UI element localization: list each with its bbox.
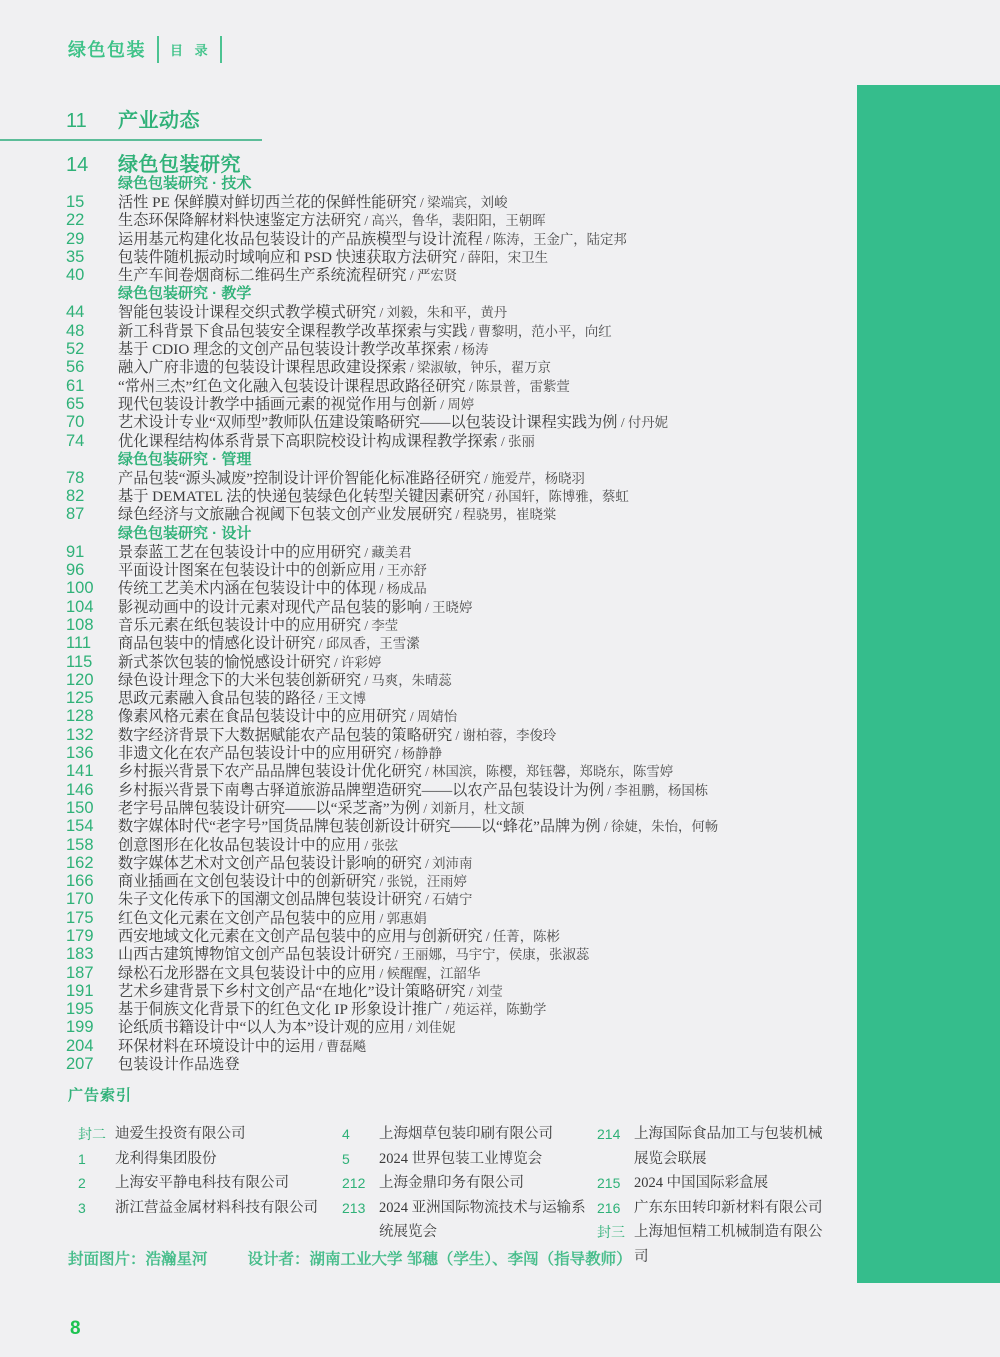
toc-entry-title: 智能包装设计课程交织式教学模式研究 / 刘毅，朱和平，黄丹 <box>118 304 508 322</box>
toc-entry-row <box>66 301 850 322</box>
toc-entry-row <box>66 797 850 815</box>
toc-entry-authors: 陈涛，王金广，陆定邦 <box>492 231 627 247</box>
toc-entry-row <box>66 503 850 524</box>
toc-entry-row <box>66 430 850 448</box>
toc-entry-row <box>66 632 850 653</box>
toc-entry-separator: / <box>465 983 477 999</box>
toc-page-number: 48 <box>66 321 85 340</box>
toc-page-number: 158 <box>66 835 94 854</box>
toc-entry-title: 产品包装“源头减废”控制设计评价智能化标准路径研究 / 施爱芹，杨晓羽 <box>118 469 585 487</box>
toc-entry-title: 现代包装设计教学中插画元素的视觉作用与创新 / 周婷 <box>118 395 475 413</box>
toc-entry-title: 音乐元素在纸包装设计中的应用研究 / 李莹 <box>118 616 399 634</box>
toc-entry-row <box>66 1035 850 1053</box>
toc-page-number: 204 <box>66 1036 94 1055</box>
ad-page-label: 213 <box>342 1199 366 1216</box>
toc-entry-row <box>66 705 850 726</box>
toc-page-number: 35 <box>66 247 85 266</box>
toc-entry-authors: 刘毅，朱和平，黄丹 <box>386 305 508 321</box>
toc-subsection-title: 绿色包装研究 · 技术 <box>118 175 252 192</box>
toc-entry-title: 活性 PE 保鲜膜对鲜切西兰花的保鲜性能研究 / 梁端宾，刘峻 <box>118 194 508 211</box>
toc-entry-authors: 高兴，鲁华，裴阳阳，王朝晖 <box>371 213 546 229</box>
ad-index-item <box>78 1171 330 1196</box>
toc-entry-row <box>66 998 850 1019</box>
toc-entry-authors: 李祖鹏，杨国栋 <box>614 782 709 798</box>
toc-entry-authors: 苑运祥，陈勤学 <box>452 1002 547 1018</box>
toc-entry-authors: 石婧宁 <box>432 892 473 908</box>
toc-entry-row <box>66 888 850 909</box>
toc-page-number: 154 <box>66 817 94 836</box>
ad-company-name: 上海国际食品加工与包装机械展览会联展 <box>634 1126 823 1167</box>
toc-subsection-row <box>66 448 850 467</box>
ad-page-label: 封二 <box>78 1126 106 1142</box>
toc-list <box>66 104 850 1074</box>
toc-entry-authors: 陈景普，雷紫萱 <box>476 378 570 394</box>
ad-index-column <box>78 1122 330 1220</box>
toc-page-number: 150 <box>66 798 94 817</box>
toc-entry-title: 山西古建筑博物馆文创产品包装设计研究 / 王丽娜，马宇宁，侯康，张淑蕊 <box>118 946 590 964</box>
toc-entry-separator: / <box>406 360 417 376</box>
ad-page-label: 214 <box>597 1126 621 1142</box>
toc-entry-row <box>66 980 850 998</box>
toc-entry-row <box>66 907 850 925</box>
toc-entry-separator: / <box>600 819 612 835</box>
toc-entry-authors: 薛阳，宋卫生 <box>467 249 548 265</box>
toc-entry-separator: / <box>442 1002 453 1018</box>
ad-index-column <box>597 1122 837 1269</box>
toc-entry-title: 论纸质书籍设计中“以人为本”设计观的应用 / 刘佳妮 <box>118 1019 456 1037</box>
toc-entry-separator: / <box>465 378 477 394</box>
toc-entry-title: 数字媒体时代“老字号”国货品牌包装创新设计研究——以“蜂花”品牌为例 / 徐婕，朱怡，何畅 <box>118 818 719 836</box>
toc-entry-title: 商品包装中的情感化设计研究 / 邱凤香，王雪瀠 <box>118 635 420 653</box>
toc-entry-separator: / <box>420 800 431 816</box>
toc-entry-separator: / <box>457 249 468 265</box>
toc-entry-row <box>66 815 850 836</box>
toc-entry-title: 基于 CDIO 理念的文创产品包装设计教学改革探索 / 杨涛 <box>118 341 489 359</box>
toc-entry-authors: 付丹妮 <box>627 415 669 431</box>
toc-entry-authors: 许彩婷 <box>341 654 382 670</box>
toc-entry-title: 生产车间卷烟商标二维码生产系统流程研究 / 严宏贤 <box>118 267 458 285</box>
toc-entry-row <box>66 669 850 687</box>
ad-company-name: 2024 中国国际彩盒展 <box>634 1175 769 1191</box>
ad-company-name: 2024 世界包装工业博览会 <box>379 1150 543 1167</box>
toc-page-number: 15 <box>66 193 85 211</box>
toc-entry-title: 非遗文化在农产品包装设计中的应用研究 / 杨静静 <box>118 745 442 763</box>
toc-entry-authors: 候醒醒，江韶华 <box>386 965 481 981</box>
toc-entry-row <box>66 724 850 742</box>
toc-entry-title: 新式茶饮包装的愉悦感设计研究 / 许彩婷 <box>118 653 382 671</box>
toc-entry-title: 包装件随机振动时域响应和 PSD 快速获取方法研究 / 薛阳，宋卫生 <box>118 248 548 266</box>
toc-entry-separator: / <box>421 599 433 615</box>
toc-entry-row <box>66 209 850 230</box>
page-footer <box>68 1247 632 1269</box>
ad-company-name: 迪爱生投资有限公司 <box>115 1126 246 1142</box>
toc-page-number: 128 <box>66 707 94 726</box>
ad-page-label: 5 <box>342 1150 350 1167</box>
toc-entry-authors: 刘沛南 <box>432 855 473 871</box>
toc-entry-authors: 曹磊飚 <box>325 1038 367 1054</box>
toc-subsection-title: 绿色包装研究 · 管理 <box>118 450 252 468</box>
toc-entry-row <box>66 651 850 669</box>
toc-entry-authors: 李莹 <box>371 617 399 633</box>
ad-index-item <box>78 1196 330 1221</box>
toc-entry-authors: 程骁男，崔晓棠 <box>462 507 557 523</box>
toc-page-number: 115 <box>66 652 93 671</box>
toc-entry-title: 数字媒体艺术对文创产品包装设计影响的研究 / 刘沛南 <box>118 854 473 872</box>
toc-page-number: 29 <box>66 229 85 248</box>
toc-entry-authors: 张丽 <box>508 433 535 449</box>
toc-entry-title: 景泰蓝工艺在包装设计中的应用研究 / 藏美君 <box>118 543 412 561</box>
toc-entry-row <box>66 246 850 264</box>
ad-index-item <box>342 1171 587 1196</box>
toc-entry-title: 基于侗族文化背景下的红色文化 IP 形象设计推广 / 苑运祥，陈勤学 <box>118 1001 547 1019</box>
toc-entry-separator: / <box>330 654 342 670</box>
toc-chapter-row <box>66 104 850 131</box>
toc-entry-separator: / <box>452 727 463 743</box>
toc-entry-separator: / <box>391 746 402 762</box>
page-number: 8 <box>70 1318 81 1339</box>
toc-entry-authors: 任菁，陈彬 <box>492 928 560 944</box>
toc-entry-row <box>66 925 850 943</box>
toc-entry-separator: / <box>497 433 509 449</box>
toc-entry-authors: 周婷 <box>447 396 475 412</box>
toc-entry-separator: / <box>361 617 372 633</box>
toc-entry-title: 新工科背景下食品包装安全课程教学改革探索与实践 / 曹黎明，范小平，向红 <box>118 322 612 340</box>
toc-chapter-row <box>66 148 850 176</box>
toc-page-number: 132 <box>66 725 94 744</box>
toc-entry-separator: / <box>376 965 387 981</box>
toc-entry-authors: 刘莹 <box>476 983 503 999</box>
toc-page-number: 175 <box>66 908 94 927</box>
toc-entry-title: 优化课程结构体系背景下高职院校设计构成课程教学探索 / 张丽 <box>118 432 535 450</box>
toc-page-number: 74 <box>66 431 85 450</box>
toc-page-number: 111 <box>66 634 92 653</box>
toc-entry-row <box>66 338 850 359</box>
toc-entry-title: 生态环保降解材料快速鉴定方法研究 / 高兴，鲁华，裴阳阳，王朝晖 <box>118 212 546 230</box>
ad-page-label: 212 <box>342 1175 366 1191</box>
toc-entry-separator: / <box>404 1020 416 1036</box>
toc-entry-authors: 严宏贤 <box>416 268 458 284</box>
toc-entry-separator: / <box>376 910 387 926</box>
toc-page-number: 104 <box>66 597 94 616</box>
toc-entry-separator: / <box>376 563 387 579</box>
toc-page-number: 146 <box>66 780 94 799</box>
toc-entry-row <box>66 375 850 393</box>
toc-page-number: 162 <box>66 853 94 872</box>
toc-entry-row <box>66 411 850 432</box>
toc-entry-separator: / <box>421 892 433 908</box>
toc-page-number: 207 <box>66 1055 94 1074</box>
toc-entry-separator: / <box>406 268 417 284</box>
toc-entry-row <box>66 760 850 781</box>
toc-entry-title: 像素风格元素在食品包装设计中的应用研究 / 周婧怡 <box>118 708 458 726</box>
ad-page-label: 216 <box>597 1199 621 1216</box>
toc-page-number: 78 <box>66 468 85 487</box>
ad-index-item <box>342 1147 587 1172</box>
toc-page-number: 40 <box>66 266 85 285</box>
toc-page-number: 22 <box>66 211 85 230</box>
toc-entry-separator: / <box>421 855 433 871</box>
toc-page-number: 100 <box>66 579 94 598</box>
ad-index-item <box>597 1220 837 1269</box>
toc-entry-row <box>66 742 850 763</box>
toc-entry-row <box>66 852 850 870</box>
toc-subsection-title: 绿色包装研究 · 教学 <box>118 285 252 303</box>
toc-entry-title: 乡村振兴背景下农产品品牌包装设计优化研究 / 林国滨，陈樱，郑钰馨，郑晓东，陈雪婷 <box>118 763 674 781</box>
toc-entry-separator: / <box>361 544 372 560</box>
toc-page-number: 199 <box>66 1018 94 1037</box>
toc-entry-row <box>66 485 850 506</box>
toc-entry-title: 商业插画在文创包装设计中的创新研究 / 张锐，汪雨婷 <box>118 873 467 891</box>
toc-page-number: 87 <box>66 505 85 524</box>
toc-entry-title: 绿色经济与文旅融合视阈下包装文创产业发展研究 / 程骁男，崔晓棠 <box>118 506 557 524</box>
cover-image-credit: 封面图片：浩瀚星河 <box>68 1251 208 1268</box>
toc-entry-title: 影视动画中的设计元素对现代产品包装的影响 / 王晓婷 <box>118 598 473 616</box>
ad-company-name: 上海金鼎印务有限公司 <box>379 1175 524 1191</box>
toc-page-number: 96 <box>66 561 85 580</box>
toc-page-number: 91 <box>66 542 85 561</box>
toc-entry-title: 绿松石龙形器在文具包装设计中的应用 / 候醒醒，江韶华 <box>118 964 481 982</box>
toc-entry-separator: / <box>482 928 493 944</box>
toc-entry-separator: / <box>391 947 402 963</box>
toc-entry-row <box>66 1016 850 1037</box>
toc-entry-authors: 施爱芹，杨晓羽 <box>491 470 585 486</box>
toc-page-number: 195 <box>66 1000 94 1019</box>
ad-index-item <box>342 1196 587 1245</box>
toc-page-number: 52 <box>66 340 85 359</box>
ad-page-label: 3 <box>78 1199 86 1216</box>
ad-page-label: 1 <box>78 1150 86 1167</box>
toc-entry-title: 数字经济背景下大数据赋能农产品包装的策略研究 / 谢柏蓉，李俊玲 <box>118 726 557 744</box>
header-divider <box>157 36 159 63</box>
toc-entry-title: 包装设计作品选登 <box>118 1056 240 1074</box>
magazine-header <box>68 34 222 64</box>
toc-entry-authors: 周婧怡 <box>416 709 458 725</box>
toc-entry-separator: / <box>482 231 493 247</box>
toc-page-number: 108 <box>66 615 94 634</box>
toc-entry-separator: / <box>480 470 492 486</box>
toc-page-number: 70 <box>66 413 85 432</box>
ad-company-name: 浙江营益金属材料科技有限公司 <box>115 1199 318 1216</box>
ad-company-name: 龙利得集团股份 <box>115 1150 217 1167</box>
toc-entry-authors: 杨静静 <box>401 746 442 762</box>
toc-entry-title: 朱子文化传承下的国潮文创品牌包装设计研究 / 石婧宁 <box>118 891 473 909</box>
toc-entry-separator: / <box>604 782 615 798</box>
toc-entry-separator: / <box>376 874 387 890</box>
toc-entry-separator: / <box>361 837 372 853</box>
toc-page-number: 183 <box>66 945 94 964</box>
ad-page-label: 封三 <box>597 1224 625 1240</box>
toc-entry-title: 绿色设计理念下的大米包装创新研究 / 马爽，朱晴蕊 <box>118 671 452 689</box>
toc-entry-authors: 杨成品 <box>386 581 427 597</box>
toc-entry-separator: / <box>617 415 628 431</box>
toc-entry-row <box>66 264 850 285</box>
ad-page-label: 4 <box>342 1126 350 1142</box>
ad-index-item <box>597 1122 837 1171</box>
toc-entry-authors: 徐婕，朱怡，何畅 <box>611 819 719 835</box>
toc-entry-authors: 孙国轩，陈博雅，蔡虹 <box>494 489 629 505</box>
ad-index-item <box>597 1196 837 1221</box>
ad-index-item <box>78 1122 330 1147</box>
toc-entry-authors: 王晓婷 <box>432 599 473 615</box>
toc-entry-authors: 杨涛 <box>461 342 489 358</box>
toc-page-number: 125 <box>66 689 94 708</box>
toc-entry-separator: / <box>315 691 326 707</box>
toc-entry-separator: / <box>421 764 433 780</box>
toc-entry-authors: 马爽，朱晴蕊 <box>371 672 452 688</box>
ad-index-title: 广告索引 <box>68 1087 133 1104</box>
toc-entry-row <box>66 834 850 852</box>
toc-entry-row <box>66 1053 850 1074</box>
toc-page-number: 141 <box>66 762 94 781</box>
toc-entry-title: 传统工艺美术内涵在包装设计中的体现 / 杨成品 <box>118 580 427 598</box>
toc-entry-row <box>66 870 850 891</box>
toc-entry-row <box>66 228 850 246</box>
toc-entry-title: 老字号品牌包装设计研究——以“采芝斋”为例 / 刘新月，杜文颉 <box>118 799 525 817</box>
ad-index-column <box>342 1122 587 1245</box>
toc-entry-authors: 王亦舒 <box>386 563 427 579</box>
toc-page-number: 14 <box>66 154 89 176</box>
toc-entry-separator: / <box>376 581 387 597</box>
toc-entry-row <box>66 320 850 338</box>
toc-entry-authors: 林国滨，陈樱，郑钰馨，郑晓东，陈雪婷 <box>432 764 674 780</box>
ad-index-item <box>597 1171 837 1196</box>
toc-subsection-row <box>66 172 850 191</box>
toc-entry-authors: 藏美君 <box>371 544 412 560</box>
ad-company-name: 上海烟草包装印刷有限公司 <box>379 1126 553 1142</box>
toc-entry-row <box>66 467 850 485</box>
toc-page-number: 11 <box>66 110 87 132</box>
toc-entry-separator: / <box>451 342 462 358</box>
toc-entry-title: 平面设计图案在包装设计中的创新应用 / 王亦舒 <box>118 562 427 580</box>
toc-page-number: 61 <box>66 376 85 395</box>
toc-entry-separator: / <box>467 323 478 339</box>
toc-entry-separator: / <box>416 195 428 210</box>
ad-company-name: 广东东田转印新材料有限公司 <box>634 1199 823 1216</box>
toc-entry-row <box>66 541 850 559</box>
toc-entry-separator: / <box>376 305 387 321</box>
designer-credit: 设计者：湖南工业大学 邹穗（学生）、李闯（指导教师） <box>247 1251 632 1268</box>
toc-entry-authors: 梁端宾，刘峻 <box>427 195 508 210</box>
toc-entry-authors: 曹黎明，范小平，向红 <box>477 323 612 339</box>
toc-chapter-title: 产业动态 <box>118 110 200 132</box>
toc-entry-authors: 张弦 <box>371 837 399 853</box>
toc-chapter-title: 绿色包装研究 <box>118 154 241 176</box>
toc-entry-separator: / <box>361 672 372 688</box>
toc-entry-authors: 王文博 <box>325 691 367 707</box>
toc-entry-separator: / <box>315 636 326 652</box>
toc-entry-authors: 梁淑敏，钟乐，翟万京 <box>416 360 551 376</box>
toc-entry-authors: 邱凤香，王雪瀠 <box>325 636 420 652</box>
toc-entry-title: 运用基元构建化妆品包装设计的产品族模型与设计流程 / 陈涛，王金广，陆定邦 <box>118 230 627 248</box>
ad-index-item <box>78 1147 330 1172</box>
toc-entry-title: “常州三杰”红色文化融入包装设计课程思政路径研究 / 陈景普，雷紫萱 <box>118 377 570 395</box>
toc-subsection-row <box>66 522 850 541</box>
toc-entry-title: 环保材料在环境设计中的运用 / 曹磊飚 <box>118 1037 367 1055</box>
toc-entry-row <box>66 559 850 580</box>
toc-subsection-row <box>66 282 850 301</box>
toc-entry-authors: 刘佳妮 <box>415 1020 456 1036</box>
toc-entry-authors: 刘新月，杜文颉 <box>430 800 525 816</box>
toc-entry-title: 思政元素融入食品包装的路径 / 王文博 <box>118 690 367 708</box>
ad-page-label: 215 <box>597 1175 621 1191</box>
toc-entry-authors: 张锐，汪雨婷 <box>386 874 467 890</box>
toc-entry-authors: 郭惠娟 <box>386 910 427 926</box>
toc-entry-row <box>66 943 850 964</box>
toc-entry-separator: / <box>361 213 372 229</box>
toc-page-number: 44 <box>66 303 85 322</box>
toc-page-number: 179 <box>66 926 94 945</box>
toc-page-number: 166 <box>66 872 94 891</box>
toc-entry-row <box>66 779 850 797</box>
toc-page-number: 191 <box>66 981 94 1000</box>
toc-entry-separator: / <box>406 709 417 725</box>
green-side-panel <box>857 85 1000 1283</box>
toc-entry-row <box>66 687 850 708</box>
toc-page-number: 120 <box>66 670 94 689</box>
toc-entry-title: 艺术乡建背景下乡村文创产品“在地化”设计策略研究 / 刘莹 <box>118 982 503 1000</box>
toc-entry-separator: / <box>484 489 495 505</box>
toc-page-number: 56 <box>66 358 85 377</box>
toc-entry-authors: 谢柏蓉，李俊玲 <box>462 727 557 743</box>
ad-company-name: 上海安平静电科技有限公司 <box>115 1175 289 1191</box>
header-divider <box>220 36 222 63</box>
toc-page-number: 187 <box>66 963 94 982</box>
ad-page-label: 2 <box>78 1175 86 1191</box>
toc-entry-row <box>66 393 850 411</box>
toc-entry-title: 西安地域文化元素在文创产品包装中的应用与创新研究 / 任菁，陈彬 <box>118 927 560 945</box>
toc-entry-authors: 王丽娜，马宇宁，侯康，张淑蕊 <box>401 947 590 963</box>
ad-index-item <box>342 1122 587 1147</box>
toc-entry-row <box>66 614 850 632</box>
toc-entry-separator: / <box>436 396 448 412</box>
toc-entry-title: 艺术设计专业“双师型”教师队伍建设策略研究——以包装设计课程实践为例 / 付丹妮 <box>118 414 669 432</box>
ad-company-name: 上海旭恒精工机械制造有限公司 <box>634 1224 823 1265</box>
toc-page-number: 82 <box>66 487 85 506</box>
toc-entry-separator: / <box>452 507 463 523</box>
toc-entry-title: 融入广府非遗的包装设计课程思政建设探索 / 梁淑敏，钟乐，翟万京 <box>118 359 551 377</box>
toc-entry-title: 红色文化元素在文创产品包装中的应用 / 郭惠娟 <box>118 909 427 927</box>
toc-page-number: 136 <box>66 744 94 763</box>
ad-company-name: 2024 亚洲国际物流技术与运输系统展览会 <box>379 1199 586 1240</box>
magazine-logo: 绿色包装 <box>68 40 146 60</box>
toc-entry-row <box>66 577 850 598</box>
toc-entry-title: 乡村振兴背景下南粤古驿道旅游品牌塑造研究——以农产品包装设计为例 / 李祖鹏，杨国栋 <box>118 781 709 799</box>
toc-entry-row <box>66 191 850 209</box>
toc-entry-title: 基于 DEMATEL 法的快递包装绿色化转型关键因素研究 / 孙国轩，陈博雅，蔡虹 <box>118 488 629 506</box>
toc-page-number: 65 <box>66 394 85 413</box>
toc-entry-row <box>66 962 850 980</box>
toc-entry-row <box>66 356 850 377</box>
toc-page-number: 170 <box>66 890 94 909</box>
toc-section-divider <box>0 139 262 141</box>
toc-entry-title: 创意图形在化妆品包装设计中的应用 / 张弦 <box>118 836 399 854</box>
toc-section-label: 目 录 <box>170 42 212 58</box>
toc-entry-separator: / <box>315 1038 326 1054</box>
toc-subsection-title: 绿色包装研究 · 设计 <box>118 524 252 542</box>
toc-entry-row <box>66 596 850 614</box>
